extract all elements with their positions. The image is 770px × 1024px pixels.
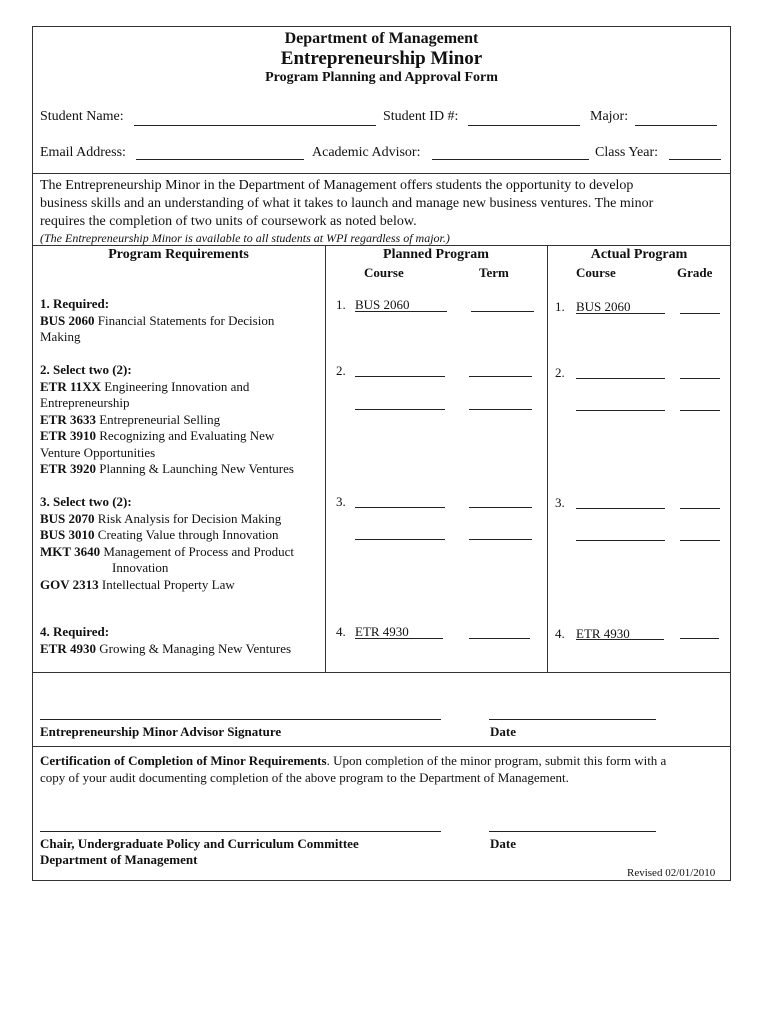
group-heading: 1. Required: [40,296,110,311]
requirement-group-4 [40,624,291,657]
advisor-field[interactable] [432,159,589,160]
actual-row-number: 4. [555,626,565,641]
actual-grade-field[interactable] [680,638,719,639]
course-code: ETR 11XX [40,378,102,394]
course-line [40,395,294,412]
actual-course-field[interactable] [576,540,665,541]
course-code: BUS 3010 [40,527,95,542]
course-line [40,428,294,445]
planned-course-field[interactable] [355,539,445,540]
actual-row-number: 1. [555,299,565,314]
actual-course-field[interactable] [576,639,664,640]
subheader-course: Course [364,265,404,280]
actual-course-field[interactable] [576,313,665,314]
chair-date-field[interactable] [489,831,656,832]
advisor-label: Academic Advisor: [312,145,421,160]
course-line [40,313,274,330]
planned-course-value: ETR 4930 [355,624,409,639]
planned-term-field[interactable] [469,376,532,377]
intro-line-3: requires the completion of two units of coursework as noted below. [40,214,417,229]
actual-grade-field[interactable] [680,313,720,314]
course-title: Planning & Launching New Ventures [95,461,294,476]
actual-row-number: 2. [555,365,565,380]
subheader-term: Term [479,265,509,280]
course-title: Innovation [112,560,169,575]
course-line [40,641,291,658]
actual-row-number: 3. [555,495,565,510]
course-title: Financial Statements for Decision [94,312,275,328]
column-divider [547,245,548,672]
department-heading: Department of Management [284,30,479,47]
certification-line-2: copy of your audit documenting completion of the above program to the Department of Management. [40,770,569,785]
student-name-label: Student Name: [40,109,124,124]
advisor-date-field[interactable] [489,719,656,720]
planned-course-value: BUS 2060 [355,297,410,312]
major-label: Major: [590,109,629,124]
planned-term-field[interactable] [469,539,532,540]
actual-grade-field[interactable] [680,378,720,379]
chair-date-label: Date [490,836,516,851]
course-code: ETR 3920 [40,461,96,476]
course-title: Making [40,329,81,344]
course-title: Risk Analysis for Decision Making [94,510,282,526]
subheader-grade: Grade [677,265,713,280]
revision-date: Revised 02/01/2010 [627,867,716,879]
planned-term-field[interactable] [469,638,530,639]
course-title: Entrepreneurship [40,395,130,410]
actual-course-field[interactable] [576,410,665,411]
table-bottom-border [32,672,731,673]
course-code: ETR 3633 [40,411,96,427]
table-top-border [32,245,731,246]
header-actual-program: Actual Program [590,247,688,262]
course-line [40,560,294,577]
major-field[interactable] [635,125,717,126]
student-id-label: Student ID #: [383,109,459,124]
group-heading: 4. Required: [40,624,110,639]
divider [32,173,731,174]
header-program-requirements: Program Requirements [108,247,249,262]
actual-grade-field[interactable] [680,540,720,541]
course-title: Recognizing and Evaluating New [95,428,275,443]
actual-grade-field[interactable] [680,508,720,509]
group-heading: 2. Select two (2): [40,362,132,377]
course-code: BUS 2060 [40,312,95,328]
course-title: Intellectual Property Law [98,576,235,592]
email-label: Email Address: [40,145,126,160]
subheader-course: Course [576,265,616,280]
advisor-signature-field[interactable] [40,719,441,720]
divider [32,746,731,747]
course-code: BUS 2070 [40,510,95,526]
planned-course-field[interactable] [355,409,445,410]
course-line [40,379,294,396]
course-code: ETR 4930 [40,640,96,656]
email-field[interactable] [136,159,304,160]
chair-signature-label: Chair, Undergraduate Policy and Curriculum Committee [40,836,359,851]
course-title: Venture Opportunities [40,444,156,460]
form-title: Entrepreneurship Minor [280,48,483,69]
requirement-group-3 [40,494,294,593]
planned-row-number: 2. [336,363,346,378]
intro-line-2: business skills and an understanding of what it takes to launch and manage new business ventures. The minor [40,196,654,211]
requirement-group-1 [40,296,274,346]
planned-term-field[interactable] [469,507,532,508]
actual-course-value: BUS 2060 [576,299,631,314]
course-title: Growing & Managing New Ventures [95,640,292,656]
course-title: Entrepreneurial Selling [95,411,221,427]
advisor-signature-label: Entrepreneurship Minor Advisor Signature [40,724,282,739]
course-code: MKT 3640 [40,543,101,559]
planned-term-field[interactable] [471,311,534,312]
actual-grade-field[interactable] [680,410,720,411]
intro-note: (The Entrepreneurship Minor is available to all students at WPI regardless of major.) [40,231,450,245]
course-title: Creating Value through Innovation [94,527,279,542]
form-subtitle: Program Planning and Approval Form [265,70,498,85]
course-code: GOV 2313 [40,576,99,592]
course-title: Management of Process and Product [100,543,294,559]
certification-text: . Upon completion of the minor program, submit this form with a [326,753,667,768]
actual-course-value: ETR 4930 [576,626,630,641]
course-code: ETR 3910 [40,428,96,443]
planned-course-field[interactable] [355,507,445,508]
group-heading: 3. Select two (2): [40,494,132,509]
course-line [40,412,294,429]
chair-department-label: Department of Management [40,852,198,867]
requirement-group-2 [40,362,294,478]
planned-row-number: 1. [336,297,346,312]
course-line [40,329,274,346]
planned-row-number: 3. [336,494,346,509]
planned-row-number: 4. [336,624,346,639]
header-planned-program: Planned Program [383,247,489,262]
class-year-field[interactable] [669,159,721,160]
student-id-field[interactable] [468,125,580,126]
certification-heading: Certification of Completion of Minor Requirements [40,753,327,768]
actual-course-field[interactable] [576,508,665,509]
course-line [40,544,294,561]
actual-course-field[interactable] [576,378,665,379]
course-line [40,527,294,544]
column-divider [325,245,326,672]
certification-line-1 [40,753,666,769]
class-year-label: Class Year: [595,145,659,160]
planned-course-field[interactable] [355,638,443,639]
course-line [40,445,294,462]
advisor-date-label: Date [490,724,516,739]
planned-term-field[interactable] [469,409,532,410]
course-line [40,577,294,594]
course-line [40,461,294,478]
planned-course-field[interactable] [355,311,447,312]
chair-signature-field[interactable] [40,831,441,832]
course-line [40,511,294,528]
student-name-field[interactable] [134,125,376,126]
planned-course-field[interactable] [355,376,445,377]
intro-line-1: The Entrepreneurship Minor in the Department of Management offers students the opportunity to develop [40,178,634,193]
course-title: Engineering Innovation and [101,378,250,394]
